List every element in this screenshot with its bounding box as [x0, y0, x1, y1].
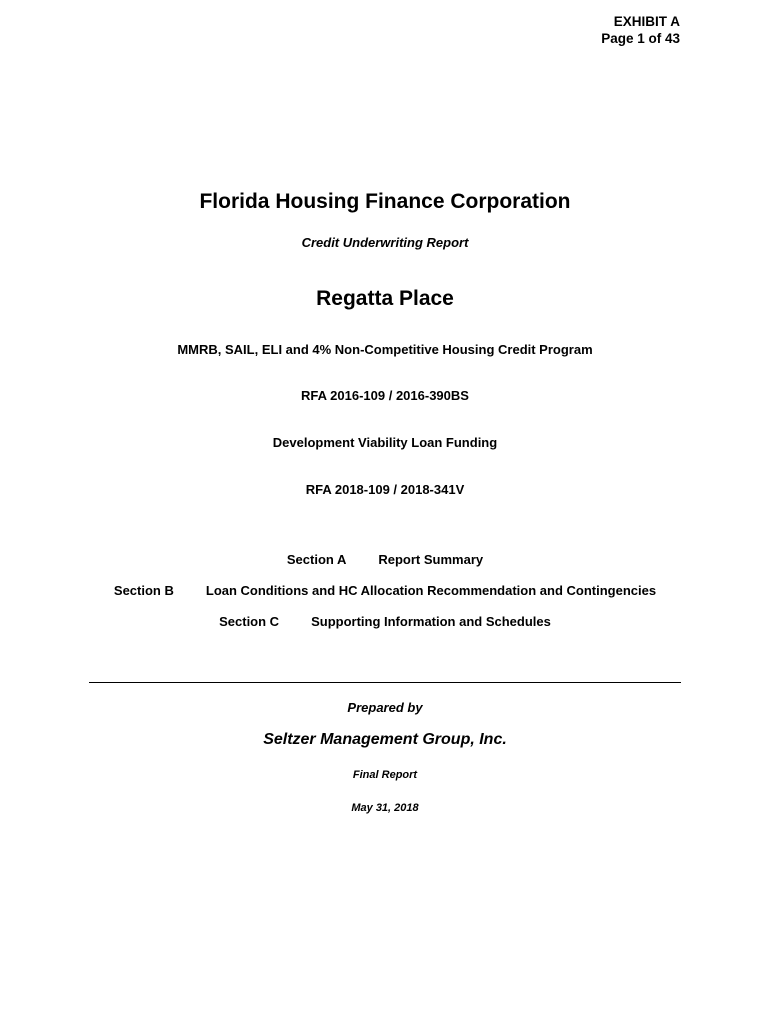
- section-a-description: Report Summary: [378, 552, 484, 567]
- exhibit-header: [601, 13, 680, 47]
- section-c-row: [0, 614, 770, 629]
- section-c-label: Section C: [219, 614, 280, 629]
- project-name: Regatta Place: [316, 287, 454, 310]
- section-a-row: [0, 552, 770, 567]
- section-b-label: Section B: [113, 583, 174, 598]
- report-status: Final Report: [352, 769, 418, 781]
- company-name: Seltzer Management Group, Inc.: [263, 731, 507, 748]
- development-funding: Development Viability Loan Funding: [272, 435, 498, 450]
- section-b-description: Loan Conditions and HC Allocation Recommendation and Contingencies: [205, 583, 657, 598]
- rfa-secondary: RFA 2018-109 / 2018-341V: [305, 482, 465, 497]
- report-date: May 31, 2018: [351, 802, 419, 814]
- page-number: Page 1 of 43: [601, 31, 680, 46]
- programs-line: MMRB, SAIL, ELI and 4% Non-Competitive Housing Credit Program: [177, 342, 593, 357]
- document-title: Florida Housing Finance Corporation: [199, 190, 571, 213]
- rfa-primary: RFA 2016-109 / 2016-390BS: [301, 388, 469, 403]
- section-a-label: Section A: [286, 552, 347, 567]
- prepared-by: Prepared by: [347, 700, 423, 715]
- document-subtitle: Credit Underwriting Report: [301, 235, 469, 250]
- section-c-description: Supporting Information and Schedules: [311, 614, 551, 629]
- exhibit-label: EXHIBIT A: [613, 14, 680, 29]
- horizontal-divider: [89, 682, 681, 683]
- section-b-row: [0, 583, 770, 598]
